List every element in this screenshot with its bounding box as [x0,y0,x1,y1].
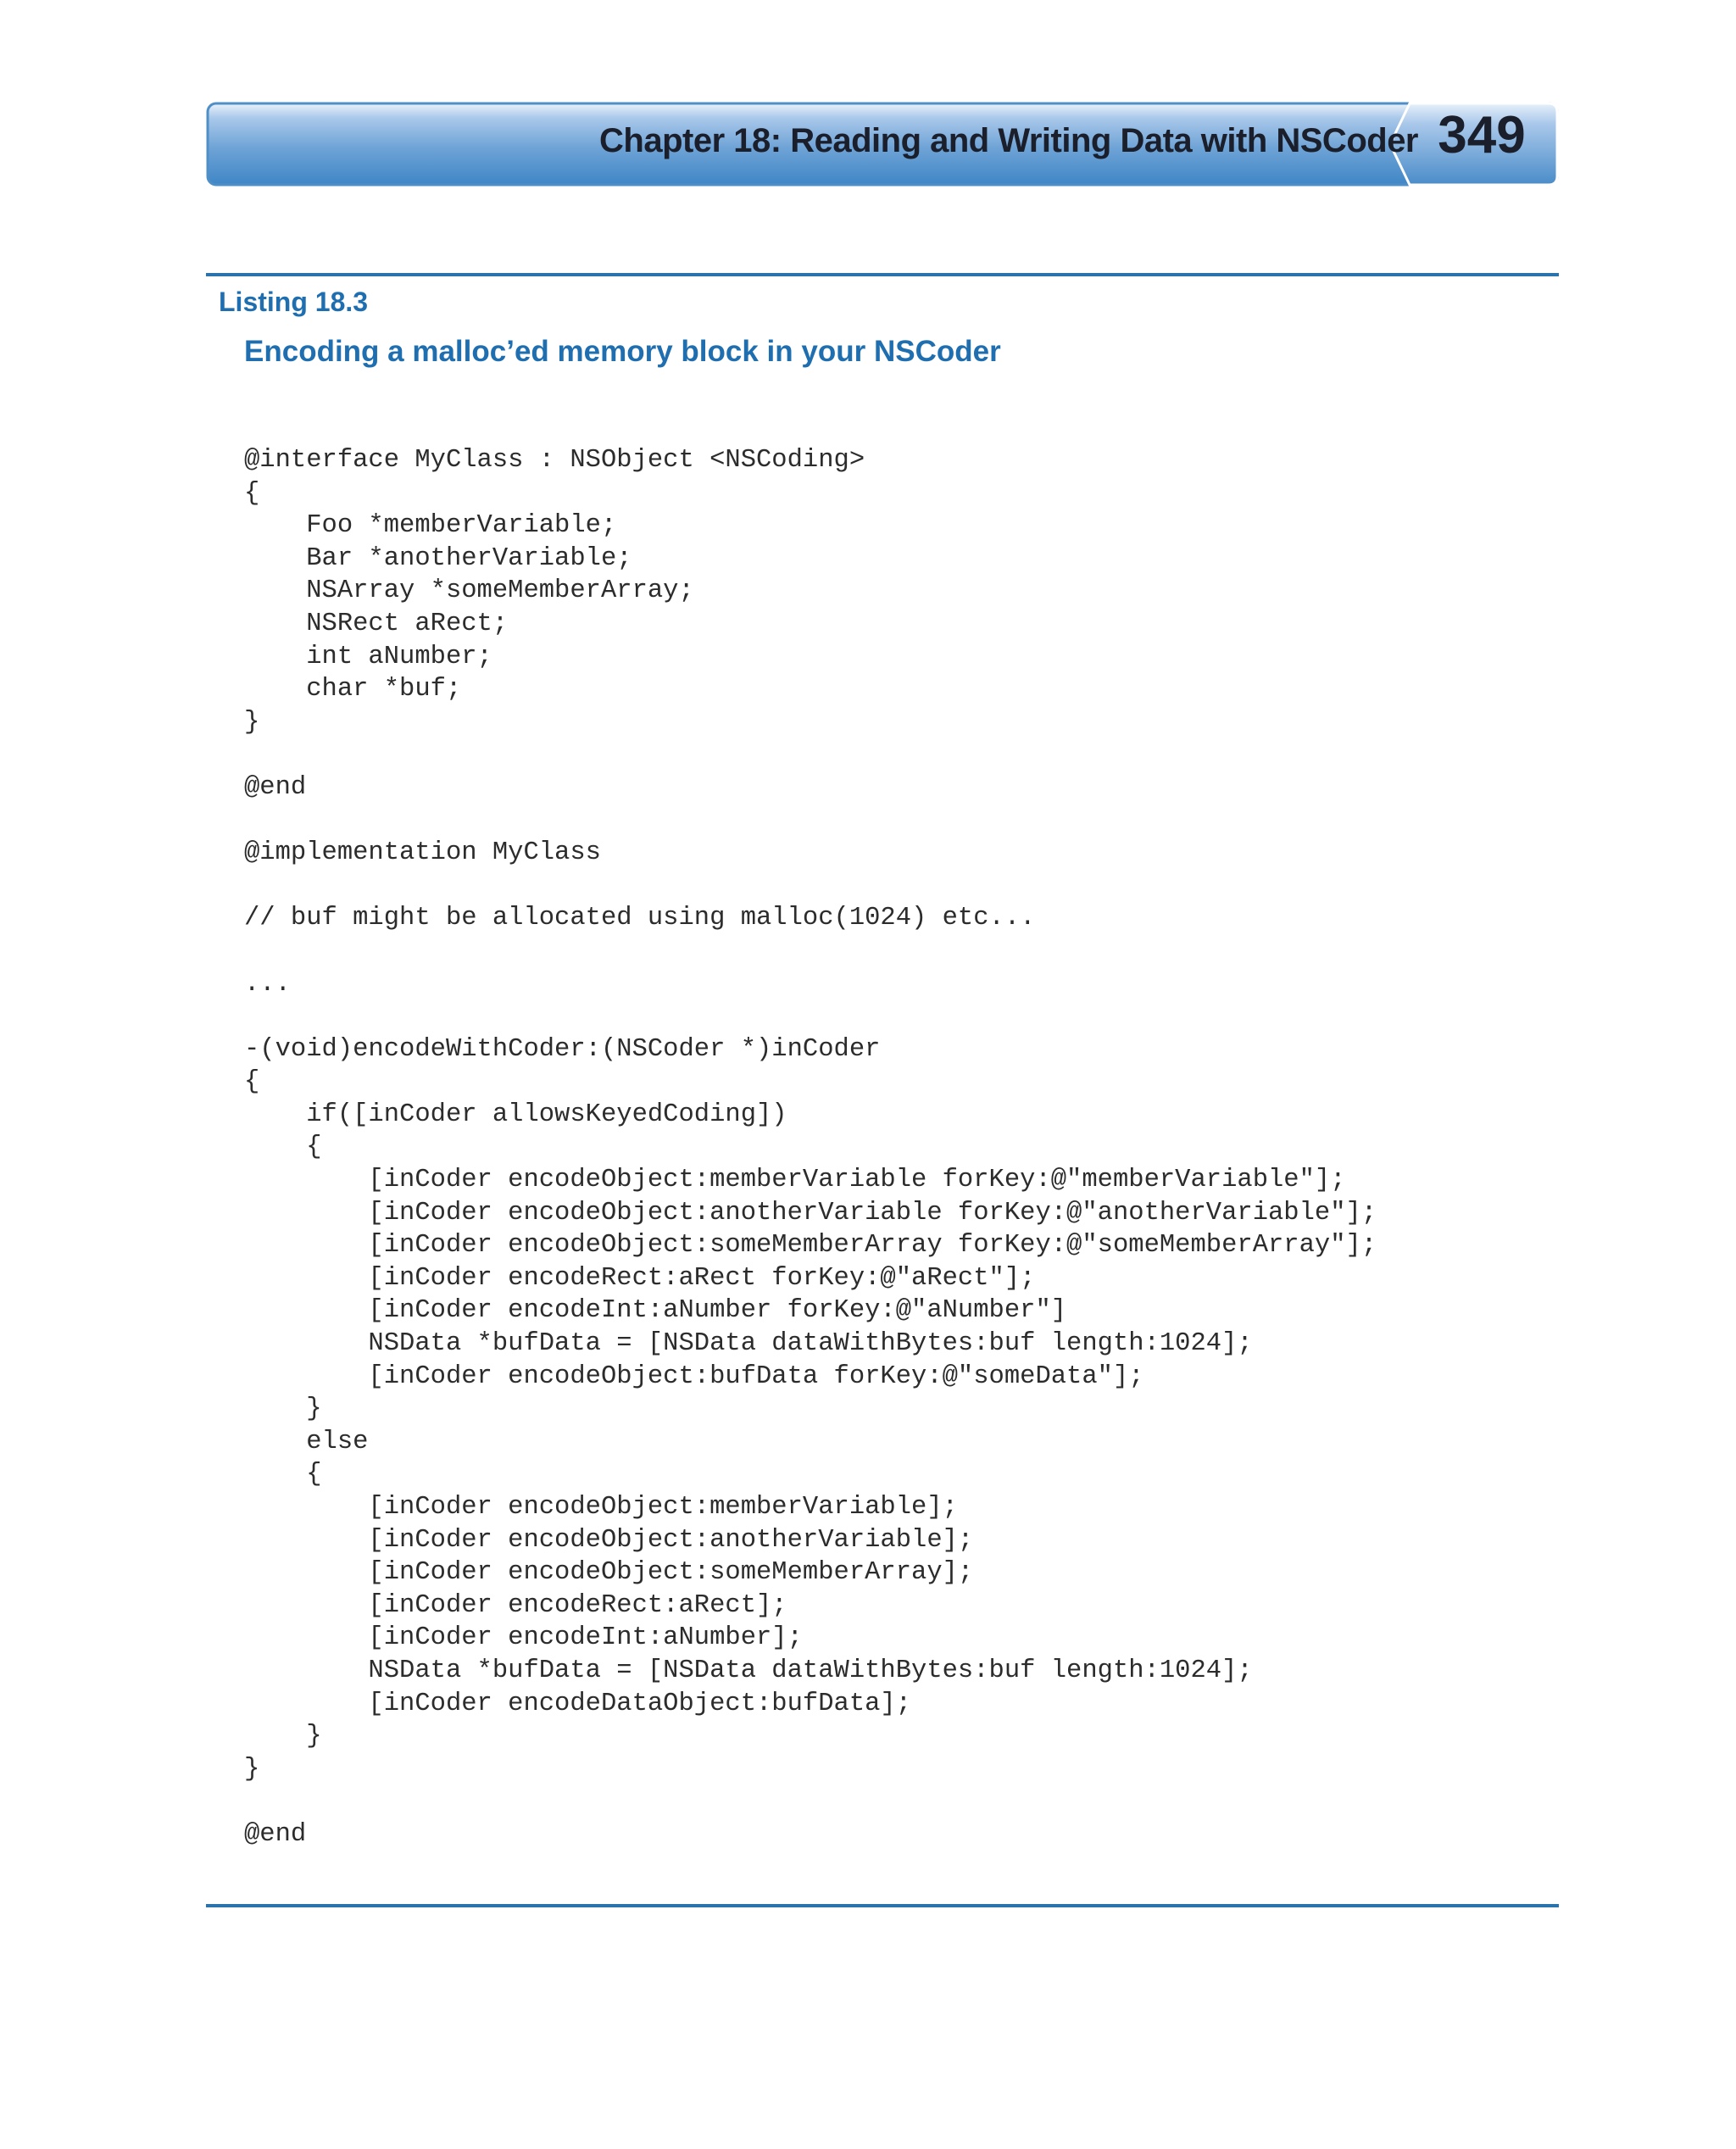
code-line: [inCoder encodeRect:aRect]; [244,1590,787,1620]
code-line: } [244,1395,322,1424]
code-line: } [244,1722,322,1751]
code-line [244,1785,1377,1818]
code-line: [inCoder encodeObject:bufData forKey:@"someData"]; [244,1361,1144,1391]
code-line: { [244,1460,322,1489]
code-line: int aNumber; [244,642,492,671]
code-line: { [244,1067,260,1097]
code-listing [244,444,1377,1851]
code-line: NSData *bufData = [NSData dataWithBytes:buf length:1024]; [244,1656,1253,1685]
code-line: [inCoder encodeObject:memberVariable forKey:@"memberVariable"]; [244,1166,1346,1195]
code-line: [inCoder encodeObject:memberVariable]; [244,1493,958,1522]
code-line: { [244,1133,322,1162]
code-line: @end [244,772,307,802]
listing-top-rule [206,273,1559,276]
code-line: @interface MyClass : NSObject <NSCoding> [244,446,865,475]
code-line: } [244,707,260,737]
code-line: [inCoder encodeRect:aRect forKey:@"aRect"]; [244,1263,1036,1293]
code-line: @implementation MyClass [244,838,601,868]
code-line: char *buf; [244,675,462,704]
code-line: else [244,1427,369,1456]
code-line [244,738,1377,771]
chapter-header-bar [206,102,1559,187]
listing-label: Listing 18.3 [219,287,369,317]
code-line: @end [244,1819,307,1849]
code-line: -(void)encodeWithCoder:(NSCoder *)inCoder [244,1034,881,1064]
listing-bottom-rule [206,1904,1559,1907]
code-line: [inCoder encodeInt:aNumber]; [244,1623,803,1653]
code-line: { [244,478,260,508]
code-line: NSData *bufData = [NSData dataWithBytes:buf length:1024]; [244,1329,1253,1359]
code-line: NSArray *someMemberArray; [244,576,694,606]
code-line: [inCoder encodeObject:someMemberArray]; [244,1558,974,1588]
code-line: Bar *anotherVariable; [244,543,632,573]
code-line: ... [244,969,291,999]
code-line [244,935,1377,968]
code-line: NSRect aRect; [244,609,509,638]
page-number: 349 [1438,106,1526,164]
code-line: if([inCoder allowsKeyedCoding]) [244,1100,787,1129]
chapter-title: Chapter 18: Reading and Writing Data with NSCoder [599,122,1418,159]
code-line: [inCoder encodeObject:someMemberArray forKey:@"someMemberArray"]; [244,1231,1377,1261]
listing-caption: Encoding a malloc’ed memory block in your NSCoder [244,335,1001,368]
code-line: [inCoder encodeObject:anotherVariable forKey:@"anotherVariable"]; [244,1198,1377,1228]
code-line [244,870,1377,903]
code-line [244,1000,1377,1033]
code-line: Foo *memberVariable; [244,511,617,541]
code-line: [inCoder encodeObject:anotherVariable]; [244,1525,974,1555]
code-line: } [244,1754,260,1784]
code-line: [inCoder encodeInt:aNumber forKey:@"aNumber"] [244,1296,1067,1326]
code-line [244,804,1377,838]
code-line: [inCoder encodeDataObject:bufData]; [244,1689,912,1718]
code-line: // buf might be allocated using malloc(1024) etc... [244,904,1036,933]
